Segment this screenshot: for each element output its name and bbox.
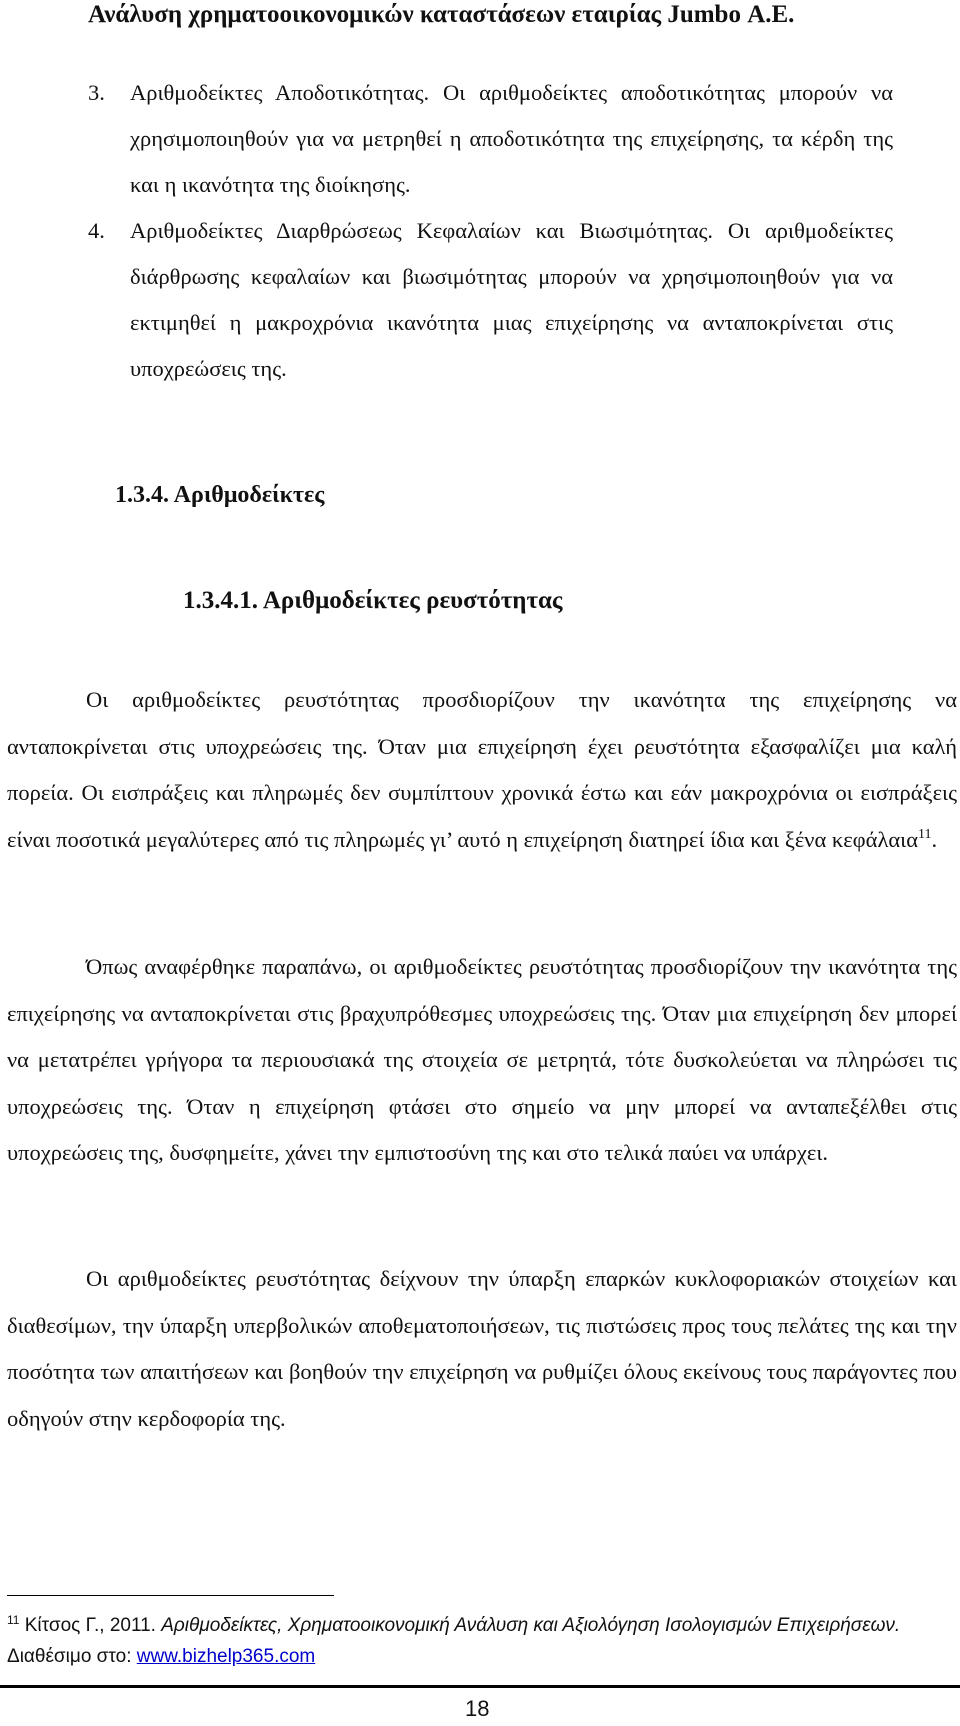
running-header: Ανάλυση χρηματοοικονομικών καταστάσεων εταιρίας Jumbo Α.Ε. bbox=[88, 1, 795, 28]
paragraph bbox=[7, 677, 957, 863]
footnote bbox=[7, 1610, 907, 1672]
paragraph: Όπως αναφέρθηκε παραπάνω, οι αριθμοδείκτες ρευστότητας προσδιορίζουν την ικανότητα της επιχείρησης να ανταποκρίνεται στις βραχυπρόθεσμες υποχρεώσεις της. Όταν μια επιχείρηση δεν μπορεί να μετατρέπει γρήγορα τα περιουσιακά της στοιχεία σε μετρητά, τότε δυσκολεύεται να πληρώσει τις υποχρεώσεις της. Όταν η επιχείρηση φτάσει στο σημείο να μην μπορεί να ανταπεξέλθει στις υποχρεώσεις της, δυσφημείτε, χάνει την εμπιστοσύνη της και στο τελικά παύει να υπάρχει. bbox=[7, 954, 957, 1165]
subsection-heading: 1.3.4.1. Αριθμοδείκτες ρευστότητας bbox=[183, 587, 563, 614]
footnote-number: 11 bbox=[7, 1613, 20, 1627]
footnote-separator bbox=[7, 1595, 334, 1596]
paragraph-end: . bbox=[931, 826, 938, 852]
footnote-title: Αριθμοδείκτες, Χρηματοοικονομική Ανάλυση και Αξιολόγηση Ισολογισμών Επιχειρήσεων. bbox=[161, 1615, 901, 1636]
paragraph: Οι αριθμοδείκτες ρευστότητας δείχνουν την ύπαρξη επαρκών κυκλοφοριακών στοιχείων και διαθεσίμων, την ύπαρξη υπερβολικών αποθεματοποιήσεων, τις πιστώσεις προς τους πελάτες της και την ποσότητα των απαιτήσεων και βοηθούν την επιχείρηση να ρυθμίζει όλους εκείνους τους παράγοντες που οδηγούν στην κερδοφορία της. bbox=[7, 1266, 957, 1431]
section-heading: 1.3.4. Αριθμοδείκτες bbox=[115, 482, 325, 508]
list-item-text: Αριθμοδείκτες Αποδοτικότητας. Οι αριθμοδείκτες αποδοτικότητας μπορούν να χρησιμοποιηθούν για να μετρηθεί η αποδοτικότητα της επιχείρησης, τα κέρδη της και η ικανότητα της διοίκησης. bbox=[130, 80, 893, 197]
page-number: 18 bbox=[465, 1696, 490, 1721]
footnote-author: Κίτσος Γ., 2011. bbox=[24, 1615, 156, 1636]
footnote-reference[interactable]: 11 bbox=[918, 826, 932, 842]
footnote-available-label: Διαθέσιμο στο: bbox=[7, 1646, 132, 1667]
list-item-text: Αριθμοδείκτες Διαρθρώσεως Κεφαλαίων και Βιωσιμότητας. Οι αριθμοδείκτες διάρθρωσης κεφαλαίων και βιωσιμότητας μπορούν να χρησιμοποιηθούν για να εκτιμηθεί η μακροχρόνια ικανότητα μιας επιχείρησης να ανταποκρίνεται στις υποχρεώσεις της. bbox=[130, 218, 893, 381]
page-footer-rule bbox=[0, 1685, 960, 1688]
list-item bbox=[88, 208, 893, 392]
ratio-category-list bbox=[88, 70, 893, 392]
paragraph-text: Οι αριθμοδείκτες ρευστότητας προσδιορίζουν την ικανότητα της επιχείρησης να ανταποκρίνεται στις υποχρεώσεις της. Όταν μια επιχείρηση έχει ρευστότητα εξασφαλίζει μια καλή πορεία. Οι εισπράξεις και πληρωμές δεν συμπίπτουν χρονικά έστω και εάν μακροχρόνια οι εισπράξεις είναι ποσοτικά μεγαλύτερες από τις πληρωμές γι’ αυτό η επιχείρηση διατηρεί ίδια και ξένα κεφάλαια bbox=[7, 687, 957, 852]
list-item-number: 3. bbox=[88, 80, 105, 105]
list-item bbox=[88, 70, 893, 208]
footnote-link[interactable]: www.bizhelp365.com bbox=[136, 1646, 316, 1667]
list-item-number: 4. bbox=[88, 218, 105, 243]
